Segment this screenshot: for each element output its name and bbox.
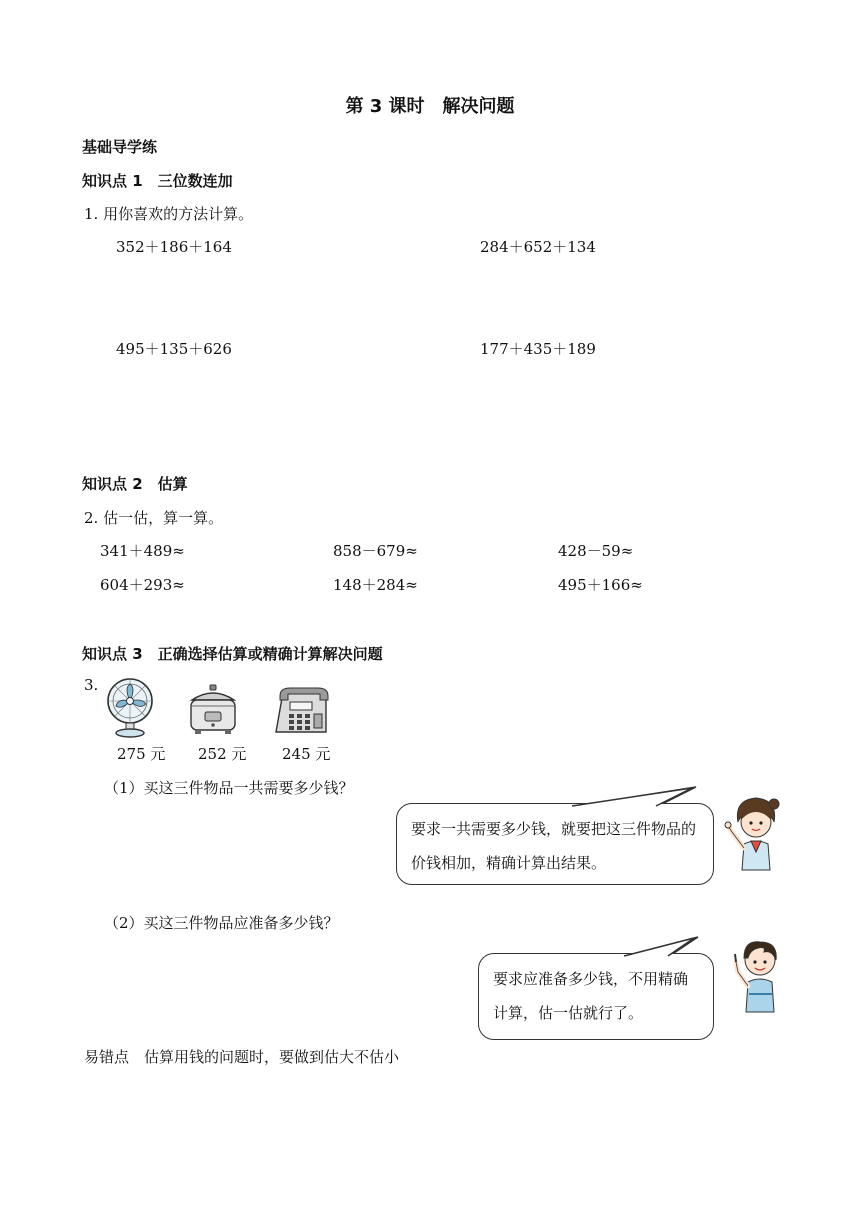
expression-1b: 284＋652＋134 xyxy=(480,238,596,256)
speech-bubble-tail-2-cover xyxy=(612,936,702,958)
estimate-2d: 604＋293≈ xyxy=(100,576,185,594)
question-3-number: 3. xyxy=(84,676,99,694)
estimate-2e: 148＋284≈ xyxy=(333,576,418,594)
kp2-heading: 知识点 2 估算 xyxy=(82,475,188,493)
estimate-2b: 858－679≈ xyxy=(333,542,418,560)
estimate-2a: 341＋489≈ xyxy=(100,542,185,560)
price-fan: 275 元 xyxy=(117,745,166,763)
electric-fan-icon xyxy=(104,676,156,738)
expression-1d: 177＋435＋189 xyxy=(480,340,596,358)
sub-question-1: （1）买这三件物品一共需要多少钱？ xyxy=(104,779,354,797)
speech-bubble-boy: 要求应准备多少钱，不用精确计算，估一估就行了。 xyxy=(478,953,714,1040)
section-basic-heading: 基础导学练 xyxy=(82,138,158,156)
sub-question-2: （2）买这三件物品应准备多少钱？ xyxy=(104,914,339,932)
rice-cooker-icon xyxy=(186,684,240,736)
common-mistake-tip: 易错点 估算用钱的问题时，要做到估大不估小 xyxy=(84,1048,400,1066)
question-1: 1. 用你喜欢的方法计算。 xyxy=(84,205,254,223)
estimate-2c: 428－59≈ xyxy=(558,542,634,560)
speech-bubble-tail-cover xyxy=(560,786,700,808)
expression-1c: 495＋135＋626 xyxy=(116,340,232,358)
price-rice-cooker: 252 元 xyxy=(198,745,247,763)
estimate-2f: 495＋166≈ xyxy=(558,576,643,594)
question-2: 2. 估一估，算一算。 xyxy=(84,509,224,527)
expression-1a: 352＋186＋164 xyxy=(116,238,232,256)
page-title: 第 3 课时 解决问题 xyxy=(345,96,515,117)
price-telephone: 245 元 xyxy=(282,745,331,763)
kp3-heading: 知识点 3 正确选择估算或精确计算解决问题 xyxy=(82,645,383,663)
kp1-heading: 知识点 1 三位数连加 xyxy=(82,172,233,190)
speech-bubble-girl: 要求一共需要多少钱，就要把这三件物品的价钱相加，精确计算出结果。 xyxy=(396,803,714,885)
boy-avatar-icon xyxy=(726,934,790,1014)
girl-avatar-icon xyxy=(724,792,788,872)
telephone-icon xyxy=(272,686,330,736)
